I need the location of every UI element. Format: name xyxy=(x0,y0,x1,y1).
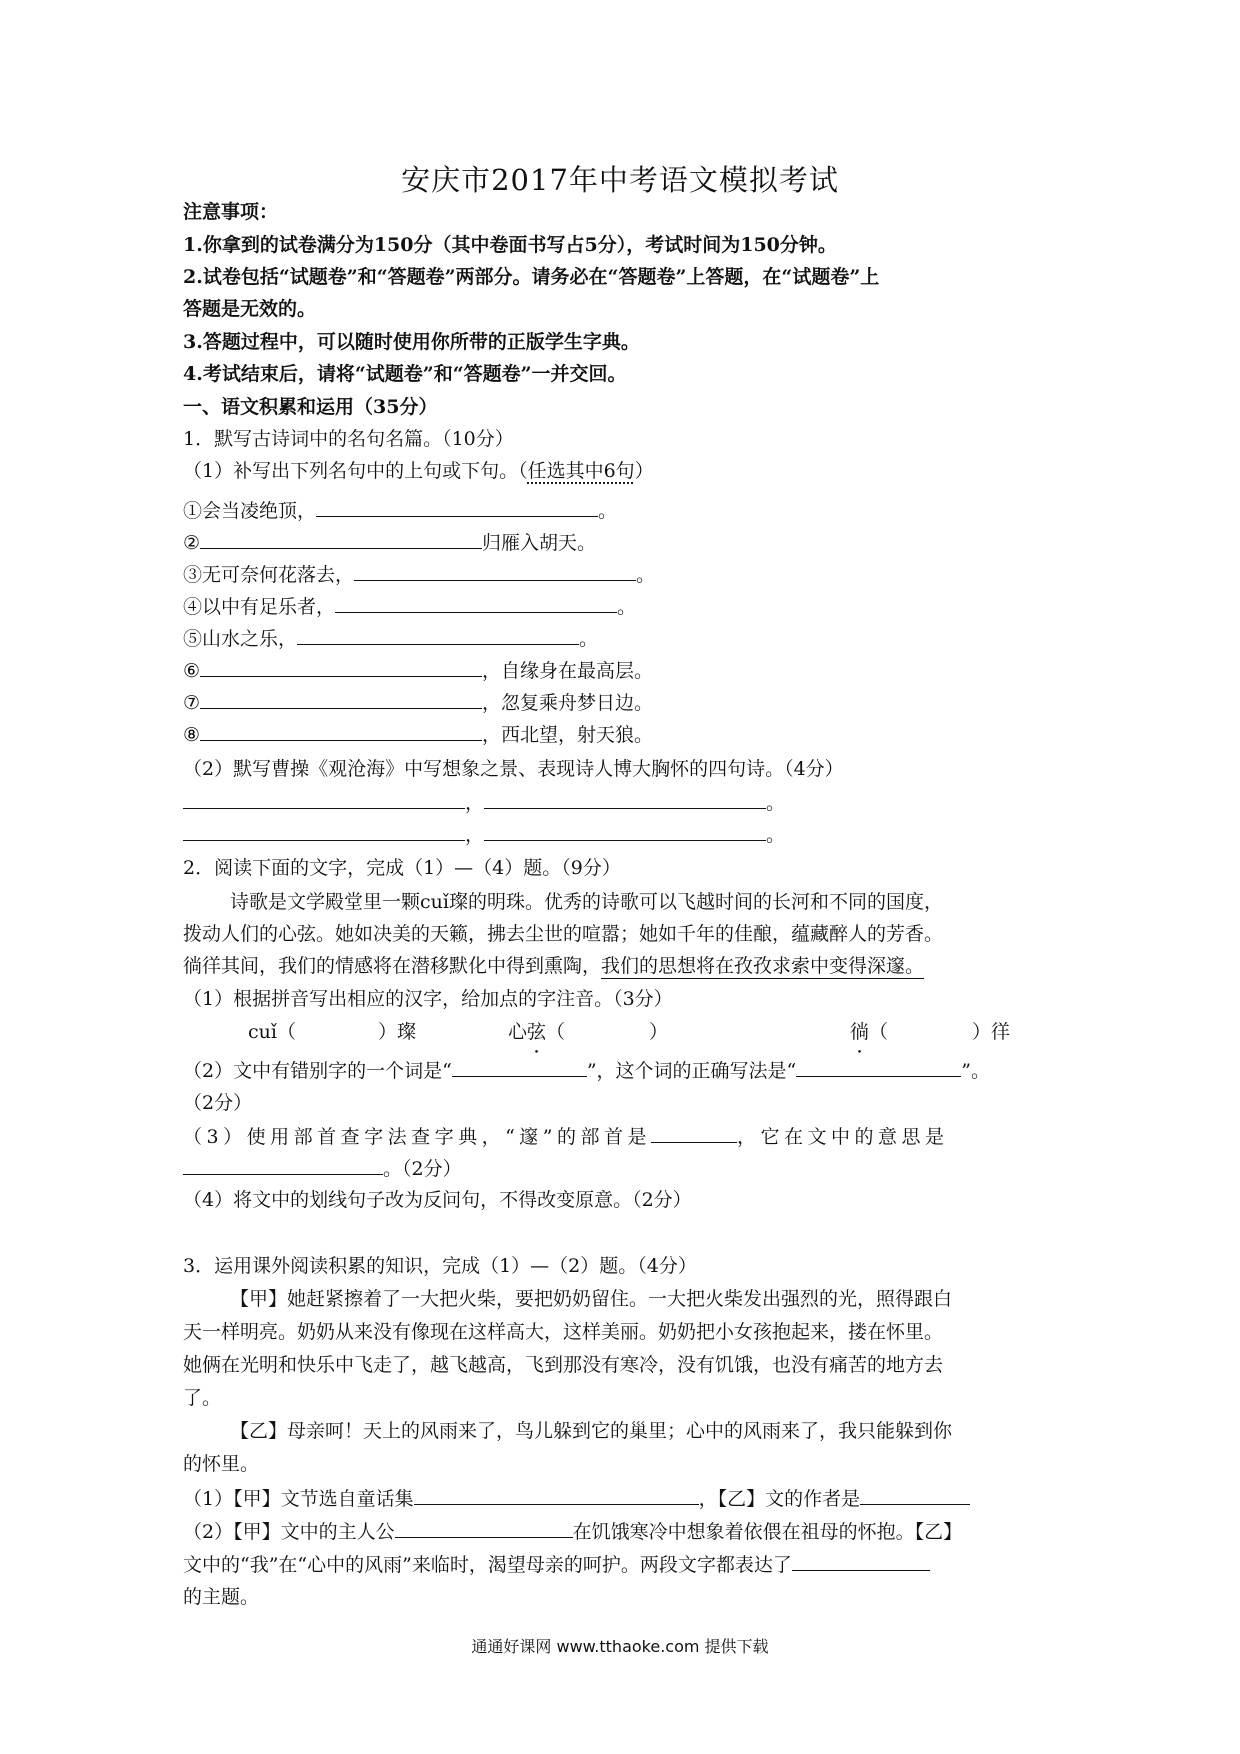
notice-item: 3.答题过程中，可以随时使用你所带的正版学生字典。 xyxy=(183,331,640,353)
sub-text: （2）文中有错别字的一个词是“ xyxy=(183,1060,452,1082)
notice-item: 1.你拿到的试卷满分为150分（其中卷面书写占5分），考试时间为150分钟。 xyxy=(183,234,837,256)
passage-line: 她俩在光明和快乐中飞走了，越飞越高，飞到那没有寒冷，没有饥饿，也没有痛苦的地方去 xyxy=(183,1354,944,1376)
fill-line xyxy=(183,790,785,815)
answer-blank xyxy=(297,626,579,645)
fill-line xyxy=(183,658,653,683)
fill-line-post: ，西北望，射天狼。 xyxy=(482,724,654,746)
answer-blank xyxy=(183,822,465,841)
answer-blank xyxy=(354,562,636,581)
pinyin-text: 心 xyxy=(508,1021,528,1043)
sub-text: （1）【甲】文节选自童话集 xyxy=(183,1488,414,1510)
sub-text: 文中的“我”在“心中的风雨”来临时，渴望母亲的呵护。两段文字都表达了 xyxy=(183,1554,792,1576)
notice-item: 答题是无效的。 xyxy=(183,298,317,320)
sub-text: 。（2分） xyxy=(383,1158,462,1180)
sub-text: （2）【甲】文中的主人公 xyxy=(183,1521,395,1543)
sub-question xyxy=(183,1552,930,1577)
question-stem: 1．默写古诗词中的名句名篇。（10分） xyxy=(183,428,514,450)
fill-line-post: 归雁入胡天。 xyxy=(482,532,597,554)
passage-line: 拨动人们的心弦。她如决美的天籁，拂去尘世的喧嚣；她如千年的佳酿，蕴藏醉人的芳香。 xyxy=(183,923,944,945)
pinyin-item xyxy=(248,1020,416,1044)
emphasis-text-content: 任选其中6句 xyxy=(527,460,635,482)
fill-line xyxy=(183,498,617,523)
answer-blank xyxy=(651,1124,737,1143)
pinyin-text: （ xyxy=(869,1021,889,1043)
passage-line: 【乙】母亲呵！天上的风雨来了，鸟儿躲到它的巢里；心中的风雨来了，我只能躲到你 xyxy=(230,1420,953,1442)
answer-blank xyxy=(796,1058,961,1077)
pinyin-text: cuǐ（ xyxy=(248,1021,296,1043)
underlined-sentence: 我们的思想将在孜孜求索中变得深邃。 xyxy=(601,955,925,977)
page-title: 安庆市2017年中考语文模拟考试 xyxy=(401,163,839,197)
passage-line: 天一样明亮。奶奶从来没有像现在这样高大，这样美丽。奶奶把小女孩抱起来，搂在怀里。 xyxy=(183,1321,944,1343)
page-footer: 通通好课网 www.tthaoke.com 提供下载 xyxy=(471,1637,769,1656)
sub-question: （1）根据拼音写出相应的汉字，给加点的字注音。（3分） xyxy=(183,988,673,1010)
punct: ， xyxy=(465,824,485,846)
sub-text: ”，这个词的正确写法是“ xyxy=(586,1060,797,1082)
sub-question: 的主题。 xyxy=(183,1586,260,1608)
pinyin-item xyxy=(850,1020,1010,1044)
sub-question xyxy=(183,1124,949,1149)
fill-line xyxy=(183,822,785,847)
answer-blank xyxy=(484,822,766,841)
answer-blank xyxy=(452,1058,587,1077)
sub-question: （4）将文中的划线句子改为反问句，不得改变原意。（2分） xyxy=(183,1189,692,1211)
fill-line-pre: ⑤山水之乐， xyxy=(183,628,298,650)
pinyin-text: （ xyxy=(546,1021,566,1043)
passage-text: 徜徉其间，我们的情感将在潜移默化中得到熏陶， xyxy=(183,955,602,977)
dotted-char: 弦 xyxy=(527,1021,547,1043)
pinyin-item xyxy=(508,1020,668,1044)
answer-blank xyxy=(335,594,617,613)
answer-blank xyxy=(860,1486,970,1505)
fill-line-post: 。 xyxy=(617,596,637,618)
sub-question: （2）默写曹操《观沧海》中写想象之景、表现诗人博大胸怀的四句诗。（4分） xyxy=(183,758,844,780)
sub-question xyxy=(183,1486,970,1511)
fill-line xyxy=(183,690,653,715)
sub-question xyxy=(183,459,654,483)
sub-text: ，它在文中的意思是 xyxy=(737,1126,949,1148)
notice-heading: 注意事项： xyxy=(183,201,279,223)
sub-text: 在饥饿寒冷中想象着依偎在祖母的怀抱。【乙】 xyxy=(572,1521,963,1543)
sub-question xyxy=(183,1058,990,1083)
answer-blank xyxy=(484,790,766,809)
fill-line xyxy=(183,626,598,651)
pinyin-text: ）徉 xyxy=(972,1021,1011,1043)
passage-line: 【甲】她赶紧擦着了一大把火柴，要把奶奶留住。一大把火柴发出强烈的光，照得跟白 xyxy=(230,1288,953,1310)
sub-text: （3）使用部首查字法查字典，“邃”的部首是 xyxy=(183,1126,652,1148)
answer-blank xyxy=(183,790,465,809)
fill-line-post: 。 xyxy=(579,628,599,650)
answer-blank xyxy=(200,530,482,549)
answer-blank xyxy=(792,1552,930,1571)
emphasis-text xyxy=(528,460,635,482)
fill-line xyxy=(183,594,636,619)
fill-line xyxy=(183,562,655,587)
punct: ， xyxy=(465,792,485,814)
fill-line xyxy=(183,530,596,555)
punct: 。 xyxy=(766,824,786,846)
passage-line: 了。 xyxy=(183,1387,222,1409)
section-heading: 一、语文积累和运用（35分） xyxy=(183,396,438,418)
dotted-char: 徜 xyxy=(850,1021,870,1043)
notice-item: 2.试卷包括“试题卷”和“答题卷”两部分。请务必在“答题卷”上答题，在“试题卷”上 xyxy=(183,266,880,288)
fill-line-post: ，自缘身在最高层。 xyxy=(482,660,654,682)
fill-line-pre: ⑦ xyxy=(183,692,201,714)
fill-line xyxy=(183,722,653,747)
fill-line-pre: ⑧ xyxy=(183,724,201,746)
passage-line: 诗歌是文学殿堂里一颗cuǐ璨的明珠。优秀的诗歌可以飞越时间的长河和不同的国度， xyxy=(230,891,943,913)
notice-item: 4.考试结束后，请将“试题卷”和“答题卷”一并交回。 xyxy=(183,363,627,385)
punct: 。 xyxy=(766,792,786,814)
answer-blank xyxy=(395,1519,573,1538)
answer-blank xyxy=(200,658,482,677)
fill-line-pre: ④以中有足乐者， xyxy=(183,596,336,618)
sub-text: ，【乙】文的作者是 xyxy=(698,1488,861,1510)
fill-line-post: ，忽复乘舟梦日边。 xyxy=(482,692,654,714)
pinyin-text: ） xyxy=(649,1021,669,1043)
fill-line-post: 。 xyxy=(636,564,656,586)
sub-text: （1）补写出下列名句中的上句或下句。（ xyxy=(183,460,528,482)
answer-blank xyxy=(200,722,482,741)
fill-line-pre: ⑥ xyxy=(183,660,201,682)
answer-blank xyxy=(183,1156,383,1175)
answer-blank xyxy=(200,690,482,709)
answer-blank xyxy=(414,1486,699,1505)
answer-blank xyxy=(316,498,598,517)
fill-line-pre: ② xyxy=(183,532,201,554)
fill-line-pre: ①会当凌绝顶， xyxy=(183,500,317,522)
sub-question xyxy=(183,1519,962,1544)
fill-line-post: 。 xyxy=(598,500,618,522)
sub-text: ”。 xyxy=(961,1060,990,1082)
sub-question xyxy=(183,1156,462,1181)
question-stem: 2．阅读下面的文字，完成（1）—（4）题。（9分） xyxy=(183,857,621,879)
passage-line: 的怀里。 xyxy=(183,1453,260,1475)
pinyin-text: ）璨 xyxy=(377,1021,416,1043)
sub-text: ） xyxy=(634,460,654,482)
question-stem: 3．运用课外阅读积累的知识，完成（1）—（2）题。（4分） xyxy=(183,1255,697,1277)
fill-line-pre: ③无可奈何花落去， xyxy=(183,564,355,586)
passage-line xyxy=(183,954,924,978)
score-note: （2分） xyxy=(183,1092,253,1114)
